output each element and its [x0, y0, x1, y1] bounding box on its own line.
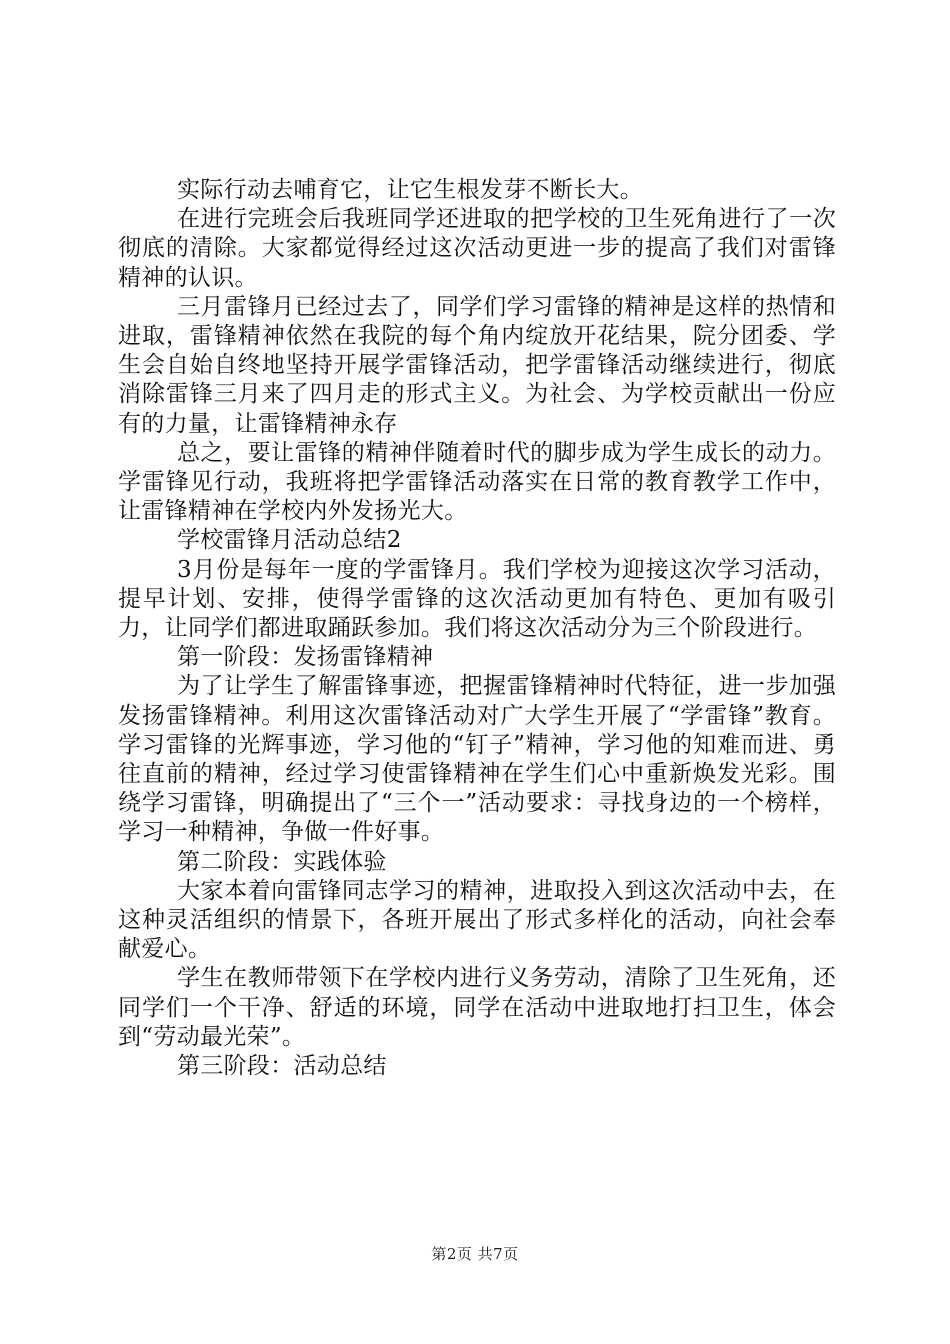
stage-heading: 第一阶段：发扬雷锋精神	[177, 644, 434, 671]
paragraph: 为了让学生了解雷锋事迹，把握雷锋精神时代特征，进一步加强发扬雷锋精神。利用这次雷锋活动对广大学生开展了“学雷锋”教育。学习雷锋的光辉事迹，学习他的“钉子”精神，学习他的知难而进、勇往直前的精神，经过学习使雷锋精神在学生们心中重新焕发光彩。围绕学习雷锋，明确提出了“三个一”活动要求：寻找身边的一个榜样，学习一种精神，争做一件好事。	[118, 673, 836, 846]
stage-heading: 第三阶段：活动总结	[177, 1053, 387, 1080]
document-body	[118, 176, 836, 1081]
paragraph: 学生在教师带领下在学校内进行义务劳动，清除了卫生死角，还同学们一个干净、舒适的环境，同学在活动中进取地打扫卫生，体会到“劳动最光荣”。	[118, 965, 836, 1050]
page-footer: 第2页 共7页	[431, 1245, 519, 1263]
paragraph: 在进行完班会后我班同学还进取的把学校的卫生死角进行了一次彻底的清除。大家都觉得经过这次活动更进一步的提高了我们对雷锋精神的认识。	[118, 206, 836, 291]
paragraph: 总之，要让雷锋的精神伴随着时代的脚步成为学生成长的动力。学雷锋见行动，我班将把学雷锋活动落实在日常的教育教学工作中，让雷锋精神在学校内外发扬光大。	[118, 439, 836, 525]
section-heading: 学校雷锋月活动总结2	[177, 527, 402, 554]
paragraph: 实际行动去哺育它，让它生根发芽不断长大。	[177, 177, 643, 203]
paragraph: 大家本着向雷锋同志学习的精神，进取投入到这次活动中去，在这种灵活组织的情景下，各班开展出了形式多样化的活动，向社会奉献爱心。	[118, 877, 836, 963]
paragraph: 三月雷锋月已经过去了，同学们学习雷锋的精神是这样的热情和进取，雷锋精神依然在我院的每个角内绽放开花结果，院分团委、学生会自始自终地坚持开展学雷锋活动，把学雷锋活动继续进行，彻底消除雷锋三月来了四月走的形式主义。为社会、为学校贡献出一份应有的力量，让雷锋精神永存	[118, 293, 836, 437]
paragraph: 3月份是每年一度的学雷锋月。我们学校为迎接这次学习活动，提早计划、安排，使得学雷锋的这次活动更加有特色、更加有吸引力，让同学们都进取踊跃参加。我们将这次活动分为三个阶段进行。	[118, 556, 836, 642]
stage-heading: 第二阶段：实践体验	[177, 848, 387, 875]
